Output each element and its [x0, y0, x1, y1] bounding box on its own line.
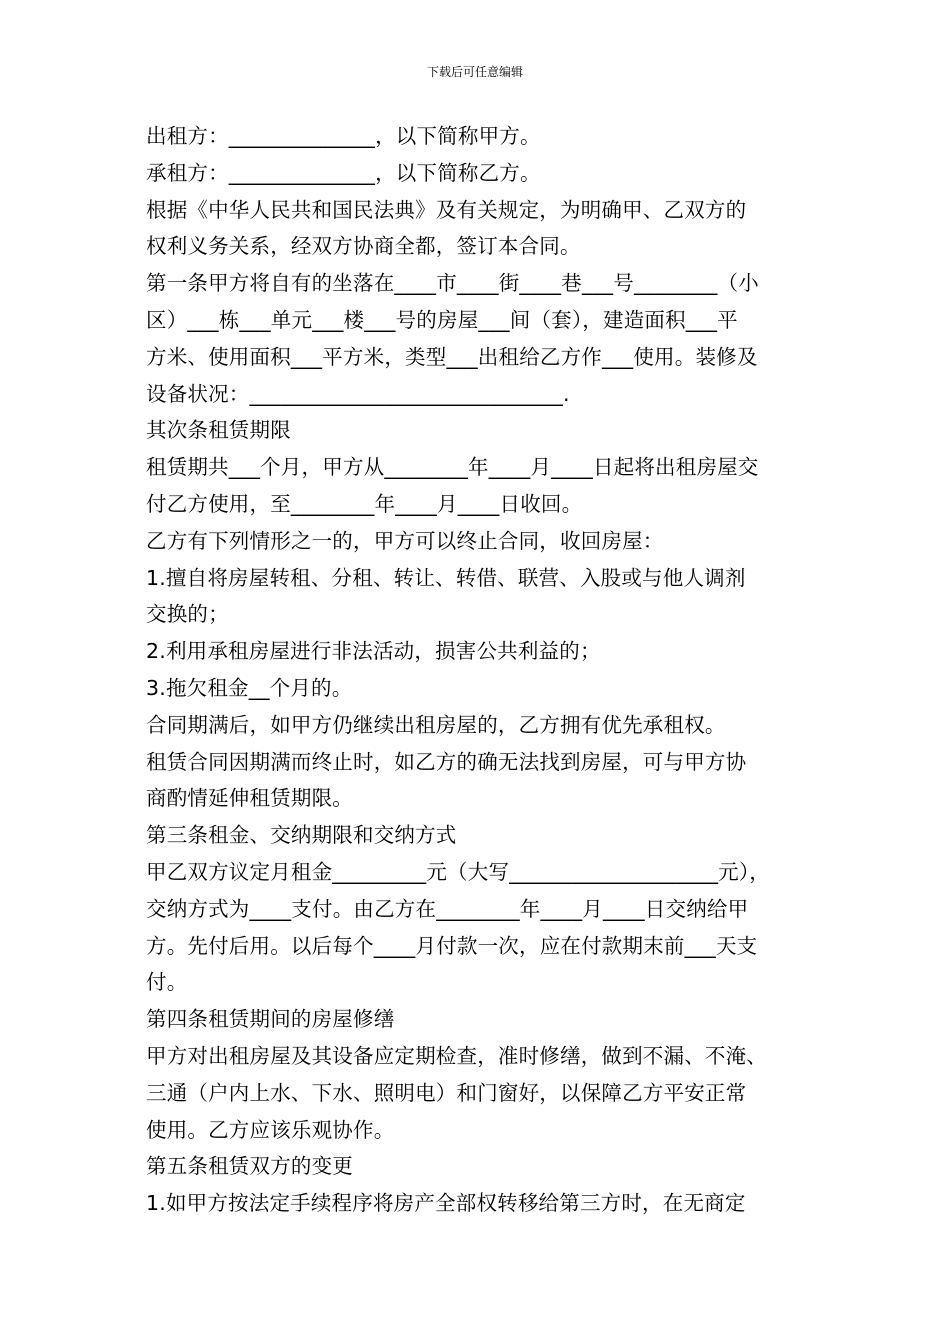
text-line: 合同期满后，如甲方仍继续出租房屋的，乙方拥有优先承租权。	[146, 712, 726, 737]
text-line: 区）___栋___单元___楼___号的房屋___间（套），建造面积___平	[146, 307, 738, 332]
section-heading: 第四条租赁期间的房屋修缮	[146, 1007, 395, 1032]
text-line: 1.如甲方按法定手续程序将房产全部权转移给第三方时，在无商定	[146, 1191, 746, 1216]
text-line: 权利义务关系，经双方协商全都，签订本合同。	[146, 234, 581, 259]
text-line: 甲乙双方议定月租金_________元（大写____________________元），	[146, 859, 770, 884]
text-line: 租赁期共___个月，甲方从________年____月____日起将出租房屋交	[146, 455, 759, 480]
section-heading: 其次条租赁期限	[146, 418, 291, 443]
text-line: 付乙方使用，至________年____月____日收回。	[146, 491, 583, 516]
text-line: 交纳方式为____支付。由乙方在________年____月____日交纳给甲	[146, 896, 749, 921]
contract-body	[146, 118, 816, 1222]
text-line: 乙方有下列情形之一的，甲方可以终止合同，收回房屋：	[146, 528, 664, 553]
section-heading: 第五条租赁双方的变更	[146, 1154, 353, 1179]
text-line: 设备状况：______________________________.	[146, 381, 570, 406]
text-line: 交换的；	[146, 602, 229, 627]
text-line: 三通（户内上水、下水、照明电）和门窗好，以保障乙方平安正常	[146, 1080, 747, 1105]
text-line: 承租方：______________，以下简称乙方。	[146, 160, 541, 185]
text-line: 使用。乙方应该乐观协作。	[146, 1117, 395, 1142]
text-line: 2.利用承租房屋进行非法活动，损害公共利益的；	[146, 639, 601, 664]
text-line: 3.拖欠租金__个月的。	[146, 675, 353, 700]
text-line: 付。	[146, 970, 188, 995]
text-line: 租赁合同因期满而终止时，如乙方的确无法找到房屋，可与甲方协	[146, 749, 747, 774]
text-line: 商酌情延伸租赁期限。	[146, 786, 353, 811]
text-line: 方米、使用面积___平方米，类型___出租给乙方作___使用。装修及	[146, 344, 758, 369]
text-line: 甲方对出租房屋及其设备应定期检查，准时修缮，做到不漏、不淹、	[146, 1043, 767, 1068]
section-heading: 第三条租金、交纳期限和交纳方式	[146, 823, 457, 848]
text-line: 1.擅自将房屋转租、分租、转让、转借、联营、入股或与他人调剂	[146, 565, 746, 590]
text-line: 方。先付后用。以后每个____月付款一次，应在付款期末前___天支	[146, 933, 758, 958]
text-line: 出租方：______________，以下简称甲方。	[146, 124, 541, 148]
text-line: 根据《中华人民共和国民法典》及有关规定，为明确甲、乙双方的	[146, 197, 747, 222]
text-line: 第一条甲方将自有的坐落在____市____街____巷___号________（小	[146, 271, 759, 296]
page-header: 下载后可任意编辑	[426, 65, 523, 79]
